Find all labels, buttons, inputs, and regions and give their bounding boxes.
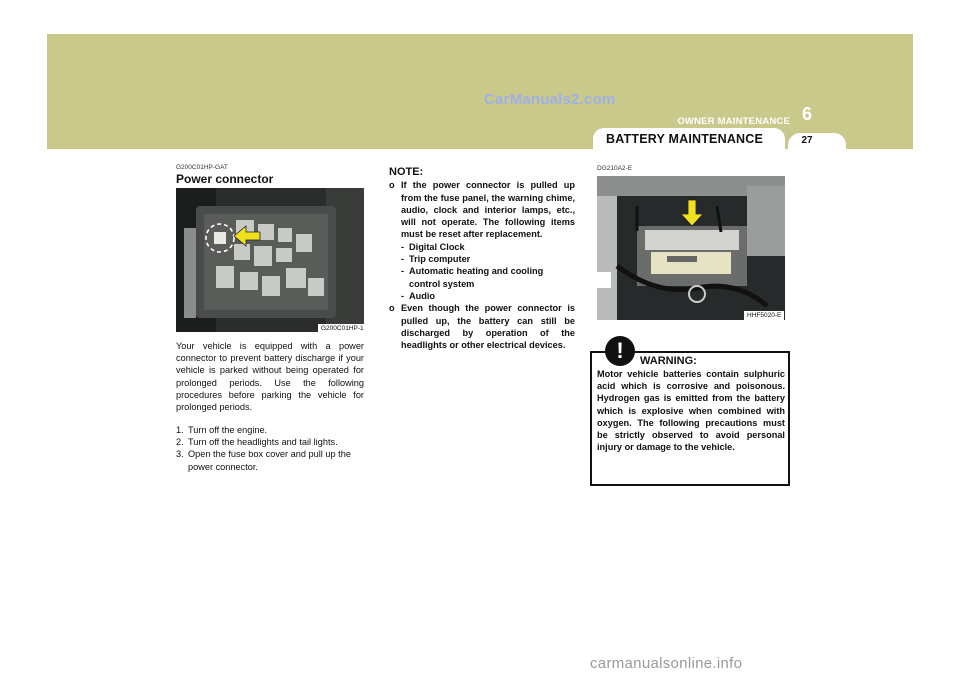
header-band bbox=[47, 34, 913, 149]
reset-items-list bbox=[401, 241, 575, 302]
page-number: 27 bbox=[801, 135, 813, 146]
bullet: o bbox=[389, 303, 395, 314]
step-number: 2. bbox=[176, 437, 184, 448]
battery-photo bbox=[597, 176, 785, 320]
intro-paragraph: Your vehicle is equipped with a power connector to prevent battery discharge if your vehicle is parked without being operated for prolonged periods. Use the following procedures before parking the vehicle for prolonged periods. bbox=[176, 341, 364, 413]
step-number: 3. bbox=[176, 449, 184, 460]
warning-text: Motor vehicle batteries contain sulphuric acid which is corrosive and poisonous. Hydrogen gas is emitted from the battery which is explosive when combined with oxygen. The following precautions must be strictly observed to avoid personal injury or damage to the vehicle. bbox=[597, 369, 785, 453]
section-code: DG210A2-E bbox=[597, 165, 633, 172]
step-text: Turn off the engine. bbox=[188, 425, 268, 435]
step-text: Turn off the headlights and tail lights. bbox=[188, 437, 338, 448]
list-item: - Trip computer bbox=[401, 254, 471, 265]
site-watermark[interactable]: CarManuals2.com bbox=[484, 91, 616, 108]
reset-item: Automatic heating and cooling control system bbox=[409, 266, 544, 289]
list-item bbox=[176, 448, 366, 472]
list-item: - Digital Clock bbox=[401, 241, 465, 252]
bullet: o bbox=[389, 180, 395, 191]
list-item: - Automatic heating and cooling control system bbox=[401, 265, 575, 290]
list-item bbox=[389, 179, 575, 302]
warning-title: WARNING: bbox=[640, 355, 697, 367]
list-item bbox=[176, 436, 366, 448]
section-code: G200C01HP-GAT bbox=[176, 164, 228, 171]
step-number: 1. bbox=[176, 425, 184, 435]
warning-mark: ! bbox=[616, 338, 624, 363]
list-item bbox=[389, 302, 575, 351]
step-text: Open the fuse box cover and pull up the power connector. bbox=[188, 449, 351, 472]
note-block bbox=[389, 166, 575, 351]
note-text: If the power connector is pulled up from the fuse panel, the warning chime, audio, clock and interior lamps, etc., will not operate. The following items must be reset after replacement. bbox=[401, 180, 575, 240]
reset-item: Audio bbox=[409, 290, 436, 301]
footer-watermark[interactable]: carmanualsonline.info bbox=[590, 655, 743, 672]
note-text: Even though the power connector is pulled up, the battery can still be discharged by operation of the headlights or other electrical devices. bbox=[401, 303, 575, 351]
procedure-steps bbox=[176, 424, 366, 473]
photo-code: G200C01HP-1 bbox=[318, 324, 367, 333]
photo-code: HHF5020-E bbox=[744, 311, 784, 320]
note-heading: NOTE: bbox=[389, 166, 424, 178]
page-title: BATTERY MAINTENANCE bbox=[606, 132, 764, 146]
reset-item: Digital Clock bbox=[409, 241, 465, 252]
reset-item: Trip computer bbox=[409, 254, 471, 265]
list-item bbox=[176, 424, 366, 436]
section-heading: Power connector bbox=[176, 172, 274, 186]
chapter-number: 6 bbox=[801, 104, 812, 124]
fuse-box-photo bbox=[176, 188, 364, 332]
list-item: - Audio bbox=[401, 290, 436, 301]
section-label: OWNER MAINTENANCE bbox=[677, 116, 790, 127]
